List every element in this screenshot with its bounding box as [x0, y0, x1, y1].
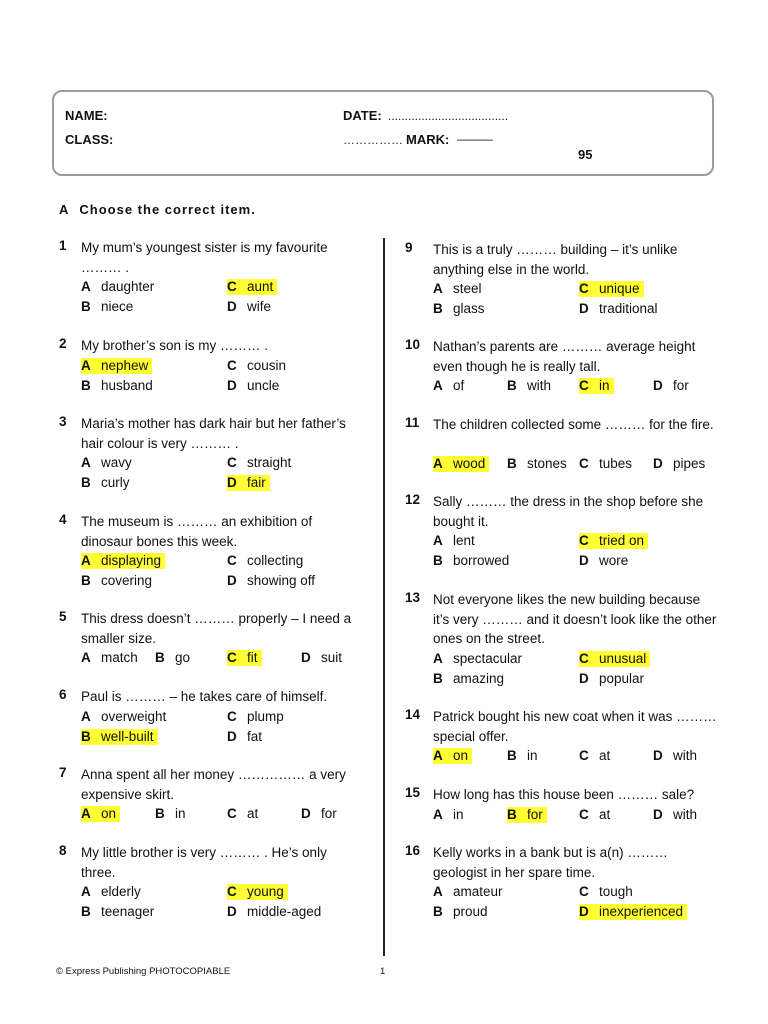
option-text: amazing [453, 670, 505, 686]
option-text: on [101, 806, 117, 821]
question-number: 14 [405, 707, 421, 722]
option-letter: A [433, 806, 443, 822]
option-letter: D [579, 301, 589, 316]
option-letter: A [433, 884, 443, 899]
option-letter: C [227, 884, 237, 899]
option-text: spectacular [453, 650, 523, 666]
question-number: 10 [405, 337, 421, 352]
option-letter: D [227, 299, 237, 314]
option-c[interactable] [227, 455, 291, 471]
option-a[interactable] [433, 807, 464, 823]
option-text: suit [321, 650, 343, 665]
option-letter: B [81, 299, 91, 314]
option-text: popular [599, 670, 645, 686]
option-c[interactable] [227, 650, 262, 666]
option-letter: D [301, 806, 311, 821]
option-d[interactable] [579, 671, 644, 687]
question-number: 13 [405, 590, 421, 605]
option-c[interactable] [227, 358, 286, 374]
option-a[interactable] [433, 456, 489, 472]
question-number: 11 [405, 415, 420, 430]
option-a[interactable] [81, 279, 154, 295]
option-c[interactable] [227, 709, 284, 725]
question-text: My brother’s son is my ……… . [81, 338, 269, 353]
option-text: cousin [247, 357, 287, 373]
option-a[interactable] [433, 533, 475, 549]
question-text: Not everyone likes the new building because it’s very ……… and it doesn’t look like the other ones on the street. [433, 592, 717, 646]
question-text: My little brother is very ……… . He’s only three. [81, 845, 327, 880]
date-label: DATE: [343, 108, 382, 123]
option-text: uncle [247, 377, 280, 393]
option-b[interactable] [81, 299, 133, 315]
option-letter: A [433, 378, 443, 393]
option-letter: B [81, 728, 91, 744]
option-text: in [453, 806, 464, 822]
option-b[interactable] [155, 806, 186, 822]
option-text: niece [101, 299, 134, 314]
question-number: 5 [59, 609, 67, 624]
option-text: showing off [247, 573, 316, 588]
option-c[interactable] [579, 884, 633, 900]
option-text: with [673, 748, 698, 763]
option-a[interactable] [433, 378, 464, 394]
option-d[interactable] [579, 301, 658, 317]
option-d[interactable] [653, 807, 697, 823]
option-b[interactable] [81, 378, 153, 394]
option-d[interactable] [653, 748, 697, 764]
option-a[interactable] [433, 651, 522, 667]
option-a[interactable] [81, 884, 141, 900]
option-text: glass [453, 301, 485, 316]
question-number: 2 [59, 336, 67, 351]
option-letter: C [579, 378, 589, 393]
option-text: with [673, 806, 698, 822]
option-letter: B [433, 553, 443, 568]
option-letter: C [579, 748, 589, 763]
option-b[interactable] [81, 729, 158, 745]
option-text: curly [101, 475, 130, 490]
option-letter: A [433, 650, 443, 666]
option-letter: D [653, 748, 663, 763]
class-field: …………… [343, 133, 403, 147]
option-letter: D [227, 904, 237, 919]
option-a[interactable] [433, 748, 472, 764]
option-d[interactable] [227, 378, 279, 394]
option-letter: B [81, 475, 91, 490]
option-text: in [175, 806, 186, 821]
option-text: collecting [247, 553, 304, 568]
option-c[interactable] [579, 533, 648, 549]
option-text: traditional [599, 301, 658, 316]
question-text: How long has this house been ……… sale? [433, 787, 695, 802]
option-text: tough [599, 884, 633, 899]
option-text: lent [453, 533, 475, 548]
option-letter: B [81, 377, 91, 393]
mark-total: 95 [578, 147, 593, 162]
option-text: at [599, 806, 611, 822]
option-letter: B [81, 904, 91, 919]
question-number: 1 [59, 238, 67, 253]
option-b[interactable] [433, 301, 485, 317]
option-text: tubes [599, 456, 633, 471]
question-text: Maria’s mother has dark hair but her father’s hair colour is very ……… . [81, 416, 346, 451]
date-field: .................................... [388, 109, 509, 123]
option-text: amateur [453, 884, 503, 899]
option-letter: C [579, 456, 589, 471]
question-number: 9 [405, 240, 413, 255]
option-text: wife [247, 299, 272, 314]
question-text: Anna spent all her money …………… a very expensive skirt. [81, 767, 346, 802]
option-text: fair [247, 475, 266, 490]
option-letter: C [579, 281, 589, 296]
option-text: go [175, 650, 191, 665]
option-text: tried on [599, 533, 645, 548]
option-letter: A [81, 650, 91, 665]
option-text: plump [247, 708, 284, 724]
option-text: wavy [101, 455, 132, 470]
option-b[interactable] [81, 475, 130, 491]
option-letter: D [301, 650, 311, 665]
question-number: 6 [59, 687, 67, 702]
question-text: Sally ……… the dress in the shop before she bought it. [433, 494, 704, 529]
option-text: daughter [101, 279, 155, 294]
mark-label: MARK: [406, 132, 450, 147]
header-box [52, 90, 714, 176]
option-letter: D [653, 456, 663, 471]
option-text: fat [247, 728, 263, 744]
option-text: pipes [673, 456, 706, 471]
option-text: fit [247, 650, 258, 665]
option-text: overweight [101, 708, 167, 724]
option-c[interactable] [227, 279, 277, 295]
option-text: in [599, 378, 610, 393]
name-label: NAME: [65, 108, 108, 123]
option-text: borrowed [453, 553, 510, 568]
option-c[interactable] [227, 884, 288, 900]
question-text: Kelly works in a bank but is a(n) ……… geologist in her spare time. [433, 845, 668, 880]
option-letter: C [579, 884, 589, 899]
option-c[interactable] [579, 378, 614, 394]
option-text: inexperienced [599, 904, 684, 919]
option-letter: A [433, 281, 443, 296]
option-text: unique [599, 281, 640, 296]
option-a[interactable] [81, 358, 152, 374]
question-number: 16 [405, 843, 421, 858]
option-text: elderly [101, 884, 141, 899]
option-b[interactable] [507, 378, 551, 394]
class-label: CLASS: [65, 132, 114, 147]
question-number: 12 [405, 492, 421, 507]
option-d[interactable] [579, 553, 628, 569]
option-text: stones [527, 456, 567, 471]
option-c[interactable] [579, 651, 650, 667]
option-b[interactable] [433, 671, 504, 687]
option-text: match [101, 650, 138, 665]
option-letter: B [507, 748, 517, 763]
section-heading [59, 202, 256, 217]
page-number: 1 [380, 966, 386, 977]
option-letter: D [227, 377, 237, 393]
option-c[interactable] [579, 807, 610, 823]
question-number: 3 [59, 414, 67, 429]
mark-field: ――― [457, 132, 493, 146]
option-d[interactable] [227, 299, 271, 315]
option-letter: B [507, 456, 517, 471]
option-letter: B [81, 573, 91, 588]
option-b[interactable] [507, 748, 538, 764]
option-text: aunt [247, 279, 274, 294]
option-letter: B [155, 650, 165, 665]
option-letter: C [227, 806, 237, 821]
option-letter: B [507, 806, 517, 822]
option-c[interactable] [227, 553, 303, 569]
option-text: at [599, 748, 611, 763]
option-text: unusual [599, 650, 647, 666]
option-c[interactable] [579, 456, 632, 472]
option-b[interactable] [507, 456, 567, 472]
question-text: This is a truly ……… building – it’s unlike anything else in the world. [433, 242, 678, 277]
option-text: well-built [101, 728, 154, 744]
option-letter: C [227, 279, 237, 294]
option-text: proud [453, 904, 488, 919]
option-d[interactable] [301, 650, 342, 666]
question-number: 7 [59, 765, 67, 780]
option-b[interactable] [81, 573, 152, 589]
option-c[interactable] [227, 806, 258, 822]
option-letter: D [227, 573, 237, 588]
option-b[interactable] [433, 553, 509, 569]
option-d[interactable] [227, 729, 262, 745]
option-letter: B [433, 904, 443, 919]
option-a[interactable] [81, 650, 138, 666]
option-letter: D [227, 728, 237, 744]
question-text: The children collected some ……… for the fire. [433, 417, 714, 432]
option-letter: C [227, 357, 237, 373]
option-d[interactable] [653, 456, 705, 472]
option-text: steel [453, 281, 482, 296]
option-b[interactable] [155, 650, 190, 666]
option-letter: D [653, 378, 663, 393]
option-letter: A [433, 748, 443, 763]
option-text: teenager [101, 904, 155, 919]
option-letter: C [227, 455, 237, 470]
section-instruction: Choose the correct item. [79, 202, 256, 217]
option-a[interactable] [433, 281, 482, 297]
option-d[interactable] [227, 573, 315, 589]
option-text: wore [599, 553, 629, 568]
option-text: straight [247, 455, 292, 470]
question-text: The museum is ……… an exhibition of dinosaur bones this week. [81, 514, 313, 549]
option-letter: A [81, 455, 91, 470]
option-a[interactable] [81, 709, 166, 725]
option-a[interactable] [81, 806, 120, 822]
option-d[interactable] [579, 904, 687, 920]
option-letter: D [579, 904, 589, 919]
question-text: Nathan’s parents are ……… average height even though he is really tall. [433, 339, 696, 374]
option-text: covering [101, 573, 153, 588]
question-number: 15 [405, 785, 421, 800]
option-letter: C [227, 553, 237, 568]
option-a[interactable] [81, 553, 165, 569]
option-text: at [247, 806, 259, 821]
option-letter: A [81, 553, 91, 568]
option-text: for [321, 806, 337, 821]
option-letter: A [81, 884, 91, 899]
option-d[interactable] [227, 904, 321, 920]
option-text: wood [453, 456, 486, 471]
option-letter: A [433, 533, 443, 548]
option-letter: B [155, 806, 165, 821]
option-letter: D [579, 670, 589, 686]
option-letter: C [227, 708, 237, 724]
option-a[interactable] [81, 455, 132, 471]
option-letter: B [433, 301, 443, 316]
option-c[interactable] [579, 748, 610, 764]
option-b[interactable] [433, 904, 488, 920]
option-text: on [453, 748, 469, 763]
option-letter: B [433, 670, 443, 686]
option-text: middle-aged [247, 904, 322, 919]
option-letter: D [579, 553, 589, 568]
option-letter: A [81, 806, 91, 821]
option-letter: A [433, 456, 443, 471]
question-text: Patrick bought his new coat when it was ……… special offer. [433, 709, 717, 744]
option-text: for [673, 378, 689, 393]
option-c[interactable] [579, 281, 644, 297]
option-text: nephew [101, 357, 149, 373]
column-divider [383, 238, 385, 956]
question-text: Paul is ……… – he takes care of himself. [81, 689, 328, 704]
option-text: of [453, 378, 465, 393]
option-letter: C [579, 533, 589, 548]
option-letter: C [227, 650, 237, 665]
option-letter: A [81, 708, 91, 724]
option-text: with [527, 378, 552, 393]
question-number: 4 [59, 512, 67, 527]
option-d[interactable] [227, 475, 270, 491]
option-b[interactable] [81, 904, 154, 920]
option-letter: C [579, 806, 589, 822]
option-text: for [527, 806, 543, 822]
option-letter: C [579, 650, 589, 666]
option-d[interactable] [301, 806, 337, 822]
option-text: young [247, 884, 284, 899]
section-letter: A [59, 202, 70, 217]
option-text: husband [101, 377, 153, 393]
question-text: This dress doesn’t ……… properly – I need a smaller size. [81, 611, 352, 646]
option-letter: D [227, 475, 237, 490]
option-d[interactable] [653, 378, 689, 394]
question-number: 8 [59, 843, 67, 858]
option-text: displaying [101, 553, 162, 568]
copyright-footer: © Express Publishing PHOTOCOPIABLE [56, 966, 231, 977]
option-b[interactable] [507, 807, 547, 823]
question-text: My mum’s youngest sister is my favourite ……… . [81, 240, 328, 275]
option-text: in [527, 748, 538, 763]
option-letter: A [81, 279, 91, 294]
option-letter: A [81, 357, 91, 373]
option-letter: B [507, 378, 517, 393]
option-letter: D [653, 806, 663, 822]
option-a[interactable] [433, 884, 503, 900]
